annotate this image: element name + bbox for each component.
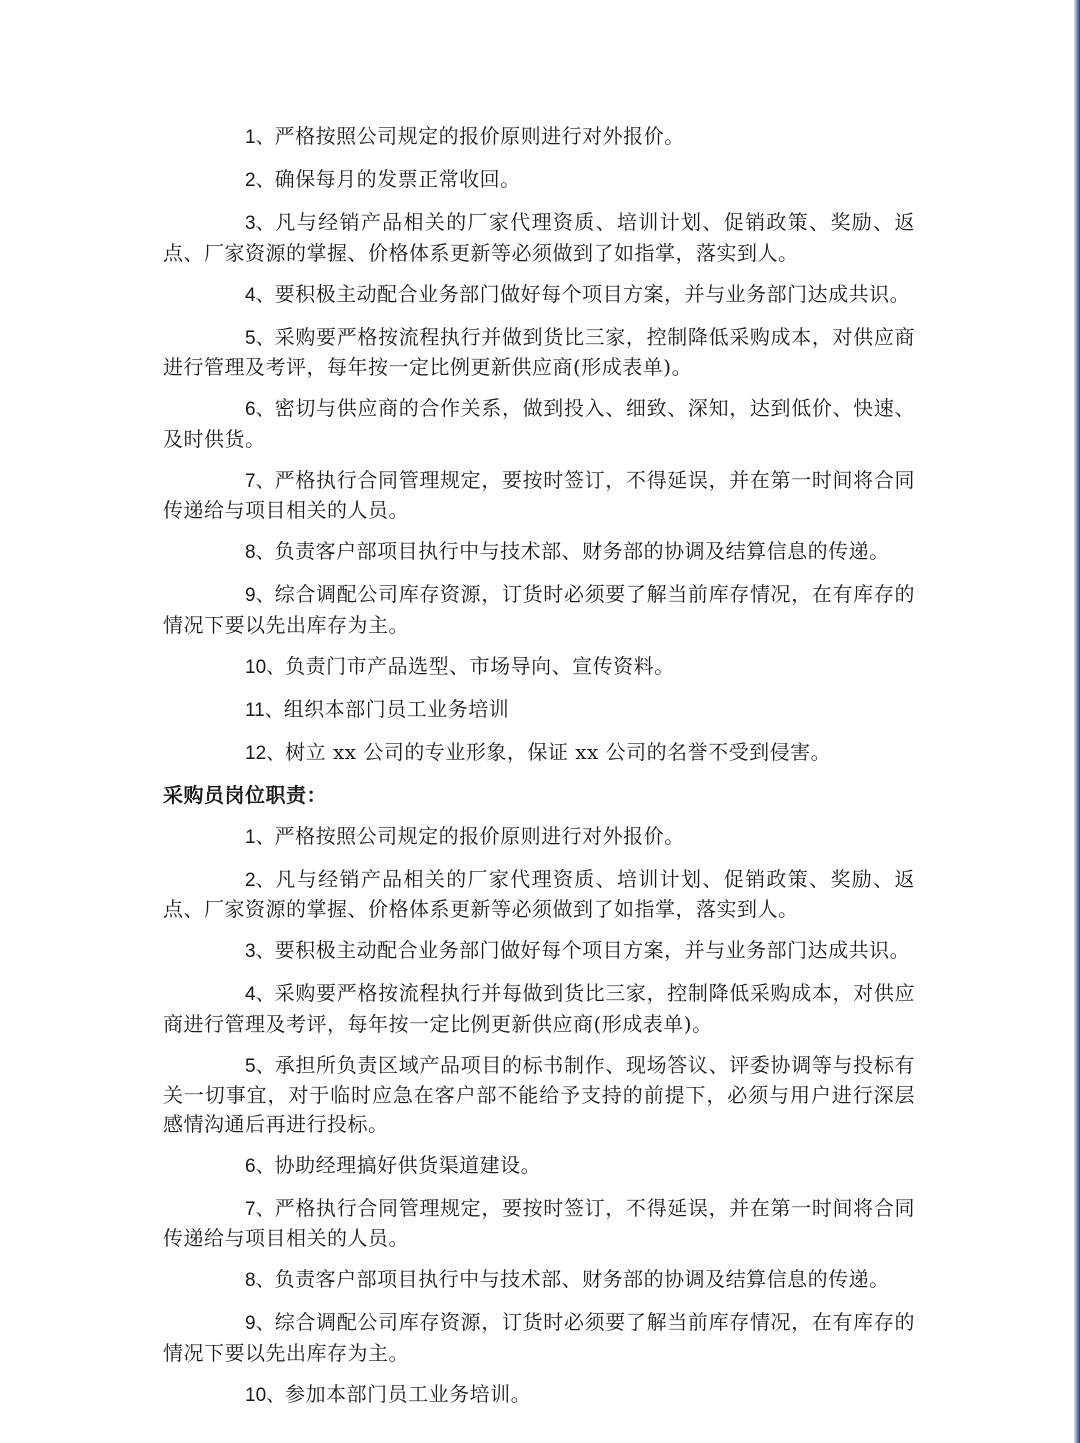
item-number: 2、: [245, 170, 275, 191]
item-number: 6、: [245, 399, 275, 420]
item-text: 严格按照公司规定的报价原则进行对外报价。: [274, 823, 685, 848]
item-text: 凡与经销产品相关的厂家代理资质、培训计划、促销政策、奖励、返点、厂家资源的掌握、价格体系更新等必须做到了如指掌，落实到人。: [163, 866, 915, 921]
item-number: 7、: [245, 1198, 275, 1220]
item-text: 负责客户部项目执行中与技术部、财务部的协调及结算信息的传递。: [274, 539, 890, 563]
item-text: 综合调配公司库存资源，订货时必须要了解当前库存情况，在有库存的情况下要以先出库存为主。: [163, 1310, 915, 1365]
item-number: 4、: [245, 984, 275, 1005]
item-number: 9、: [245, 585, 275, 606]
item-text: 参加本部门员工业务培训。: [285, 1381, 532, 1406]
list-item: [163, 865, 915, 924]
list-item: [163, 1308, 915, 1367]
item-number: 2、: [245, 869, 275, 891]
list-item: [163, 1265, 915, 1296]
item-text: 严格执行合同管理规定，要按时签订，不得延误，并在第一时间将合同传递给与项目相关的人员。: [163, 1195, 915, 1250]
item-text: 凡与经销产品相关的厂家代理资质、培训计划、促销政策、奖励、返点、厂家资源的掌握、价格体系更新等必须做到了如指掌，落实到人。: [163, 210, 915, 265]
item-text: 密切与供应商的合作关系，做到投入、细致、深知，达到低价、快速、及时供货。: [163, 396, 915, 451]
item-number: 1、: [245, 127, 275, 148]
list-item: [163, 738, 915, 769]
item-number: 3、: [245, 941, 275, 962]
list-item: [163, 1380, 915, 1411]
list-item: [163, 165, 915, 196]
item-number: 7、: [245, 470, 275, 492]
item-number: 8、: [245, 542, 275, 563]
item-text: 严格执行合同管理规定，要按时签订，不得延误，并在第一时间将合同传递给与项目相关的人员。: [163, 467, 915, 522]
list-item: [163, 394, 915, 453]
item-text: 确保每月的发票正常收回。: [274, 167, 521, 191]
item-text: 严格按照公司规定的报价原则进行对外报价。: [274, 124, 685, 148]
list-item: [163, 695, 915, 726]
item-number: 5、: [245, 1055, 275, 1077]
duties-list-1: [163, 122, 915, 768]
item-text: 树立 xx 公司的专业形象，保证 xx 公司的名誉不受到侵害。: [285, 739, 832, 764]
item-number: 5、: [245, 327, 275, 349]
list-item: [163, 979, 915, 1038]
item-number: 11、: [245, 699, 284, 721]
item-text: 要积极主动配合业务部门做好每个项目方案，并与业务部门达成共识。: [274, 938, 911, 962]
item-number: 9、: [245, 1313, 275, 1334]
item-number: 10、: [245, 656, 286, 678]
list-item: [163, 1151, 915, 1182]
list-item: [163, 1194, 915, 1253]
section-heading: 采购员岗位职责：: [163, 782, 327, 807]
item-text: 承担所负责区域产品项目的标书制作、现场答议、评委协调等与投标有关一切事宜，对于临时应急在客户部不能给予支持的前提下，必须与用户进行深层感情沟通后再进行投标。: [163, 1052, 915, 1136]
item-text: 采购要严格按流程执行并每做到货比三家，控制降低采购成本，对供应商进行管理及考评，每年按一定比例更新供应商(形成表单)。: [163, 981, 915, 1036]
list-item: [163, 323, 915, 382]
list-item: [163, 466, 915, 525]
item-text: 采购要严格按流程执行并做到货比三家，控制降低采购成本，对供应商进行管理及考评，每年按一定比例更新供应商(形成表单)。: [163, 324, 915, 379]
item-number: 6、: [245, 1155, 275, 1177]
list-item: [163, 280, 915, 311]
item-text: 要积极主动配合业务部门做好每个项目方案，并与业务部门达成共识。: [274, 281, 911, 306]
item-text: 组织本部门员工业务培训: [283, 696, 510, 721]
page-edge-bar: [1074, 0, 1080, 1443]
list-item: [163, 208, 915, 267]
list-item: [163, 1051, 915, 1139]
document-body: [163, 122, 915, 1423]
item-number: 4、: [245, 284, 275, 306]
item-text: 综合调配公司库存资源，订货时必须要了解当前库存情况，在有库存的情况下要以先出库存为主。: [163, 582, 915, 637]
list-item: [163, 652, 915, 683]
item-number: 3、: [245, 213, 275, 234]
item-number: 8、: [245, 1270, 275, 1291]
list-item: [163, 822, 915, 853]
item-number: 12、: [245, 742, 286, 764]
item-number: 1、: [245, 826, 275, 848]
list-item: [163, 936, 915, 967]
item-text: 负责客户部项目执行中与技术部、财务部的协调及结算信息的传递。: [274, 1267, 890, 1291]
item-text: 负责门市产品选型、市场导向、宣传资料。: [285, 653, 675, 678]
list-item: [163, 580, 915, 639]
item-number: 10、: [245, 1384, 286, 1406]
list-item: [163, 537, 915, 568]
item-text: 协助经理搞好供货渠道建设。: [274, 1152, 542, 1177]
list-item: [163, 122, 915, 153]
duties-list-2: [163, 822, 915, 1411]
